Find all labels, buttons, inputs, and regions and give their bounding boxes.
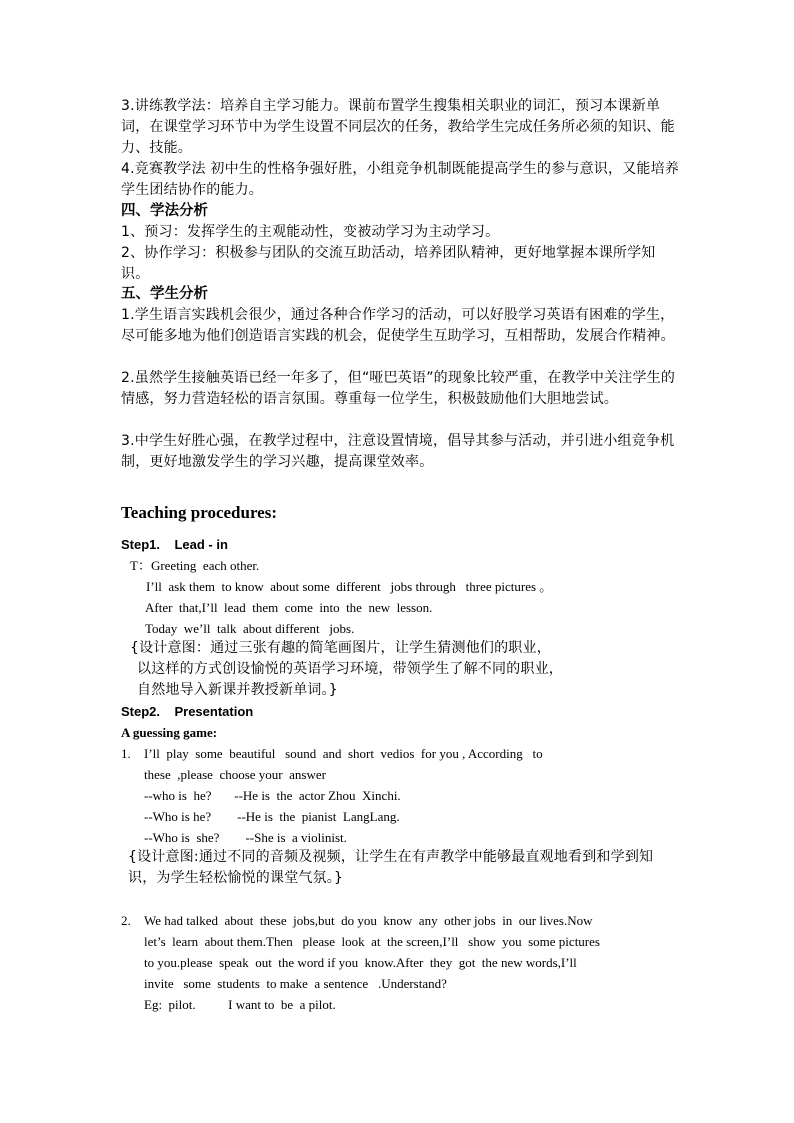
- section-4-heading: 四、学法分析: [121, 203, 208, 219]
- item-1-number: 1.: [121, 746, 131, 761]
- item-1-line-4: --Who is he? --He is the pianist LangLang.: [144, 809, 400, 824]
- item-1-line-5: --Who is she? --She is a violinist.: [144, 830, 347, 845]
- step1-design-line-2: 以这样的方式创设愉悦的英语学习环境，带领学生了解不同的职业，: [137, 661, 563, 677]
- guessing-game-label: A guessing game:: [121, 725, 218, 740]
- item-2-line-3: to you.please speak out the word if you know.After they got the new words,I’ll: [144, 955, 577, 970]
- section-5-heading: 五、学生分析: [121, 286, 208, 302]
- item-1-line-1: I’ll play some beautiful sound and short vedios for you , According to: [144, 746, 543, 761]
- section-5-item-3: 3.中学生好胜心强，在教学过程中，注意设置情境，倡导其参与活动，并引进小组竞争机制，更好地激发学生的学习兴趣，提高课堂效率。: [121, 433, 675, 470]
- item-1-line-3: --who is he? --He is the actor Zhou Xinchi.: [144, 788, 401, 803]
- step1-line-4: Today we’ll talk about different jobs.: [145, 621, 355, 636]
- section-5-item-2: 2.虽然学生接触英语已经一年多了，但“哑巴英语”的现象比较严重，在教学中关注学生的情感，努力营造轻松的语言氛围。尊重每一位学生，积极鼓励他们大胆地尝试。: [121, 370, 676, 407]
- step1-line-1: T：Greeting each other.: [130, 558, 260, 573]
- step1-design-line-1: {设计意图：通过三张有趣的简笔画图片，让学生猜测他们的职业，: [130, 640, 551, 656]
- procedures-title: Teaching procedures:: [121, 503, 278, 522]
- item-2-line-1: We had talked about these jobs,but do you know any other jobs in our lives.Now: [144, 913, 593, 928]
- section-4-item-2: 2、协作学习：积极参与团队的交流互助活动，培养团队精神，更好地掌握本课所学知识。: [121, 245, 656, 282]
- item-2-line-4: invite some students to make a sentence .Understand?: [144, 976, 447, 991]
- step1-line-2: I’ll ask them to know about some different jobs through three pictures 。: [146, 579, 553, 594]
- step2-heading: Step2. Presentation: [121, 704, 254, 719]
- item-2-line-2: let’s learn about them.Then please look at the screen,I’ll show you some pictures: [144, 934, 600, 949]
- step2-design-paragraph: {设计意图:通过不同的音频及视频，让学生在有声教学中能够最直观地看到和学到知识，为学生轻松愉悦的课堂气氛。}: [128, 849, 654, 886]
- step1-line-3: After that,I’ll lead them come into the new lesson.: [145, 600, 433, 615]
- section-5-item-1: 1.学生语言实践机会很少，通过各种合作学习的活动，可以好股学习英语有困难的学生，尽可能多地为他们创造语言实践的机会，促使学生互助学习，互相帮助，发展合作精神。: [121, 307, 675, 344]
- item-1-line-2: these ,please choose your answer: [144, 767, 326, 782]
- step1-design-line-3: 自然地导入新课并教授新单词。}: [137, 682, 338, 698]
- section-4-item-1: 1、预习：发挥学生的主观能动性，变被动学习为主动学习。: [121, 224, 500, 240]
- method-4-paragraph: 4.竞赛教学法 初中生的性格争强好胜，小组竞争机制既能提高学生的参与意识，又能培养学生团结协作的能力。: [121, 161, 680, 198]
- step1-heading: Step1. Lead - in: [121, 537, 228, 552]
- item-2-line-5: Eg: pilot. I want to be a pilot.: [144, 997, 336, 1012]
- method-3-paragraph: 3.讲练教学法：培养自主学习能力。课前布置学生搜集相关职业的词汇，预习本课新单词，在课堂学习环节中为学生设置不同层次的任务，教给学生完成任务所必须的知识、能力、技能。: [121, 98, 675, 156]
- item-2-number: 2.: [121, 913, 131, 928]
